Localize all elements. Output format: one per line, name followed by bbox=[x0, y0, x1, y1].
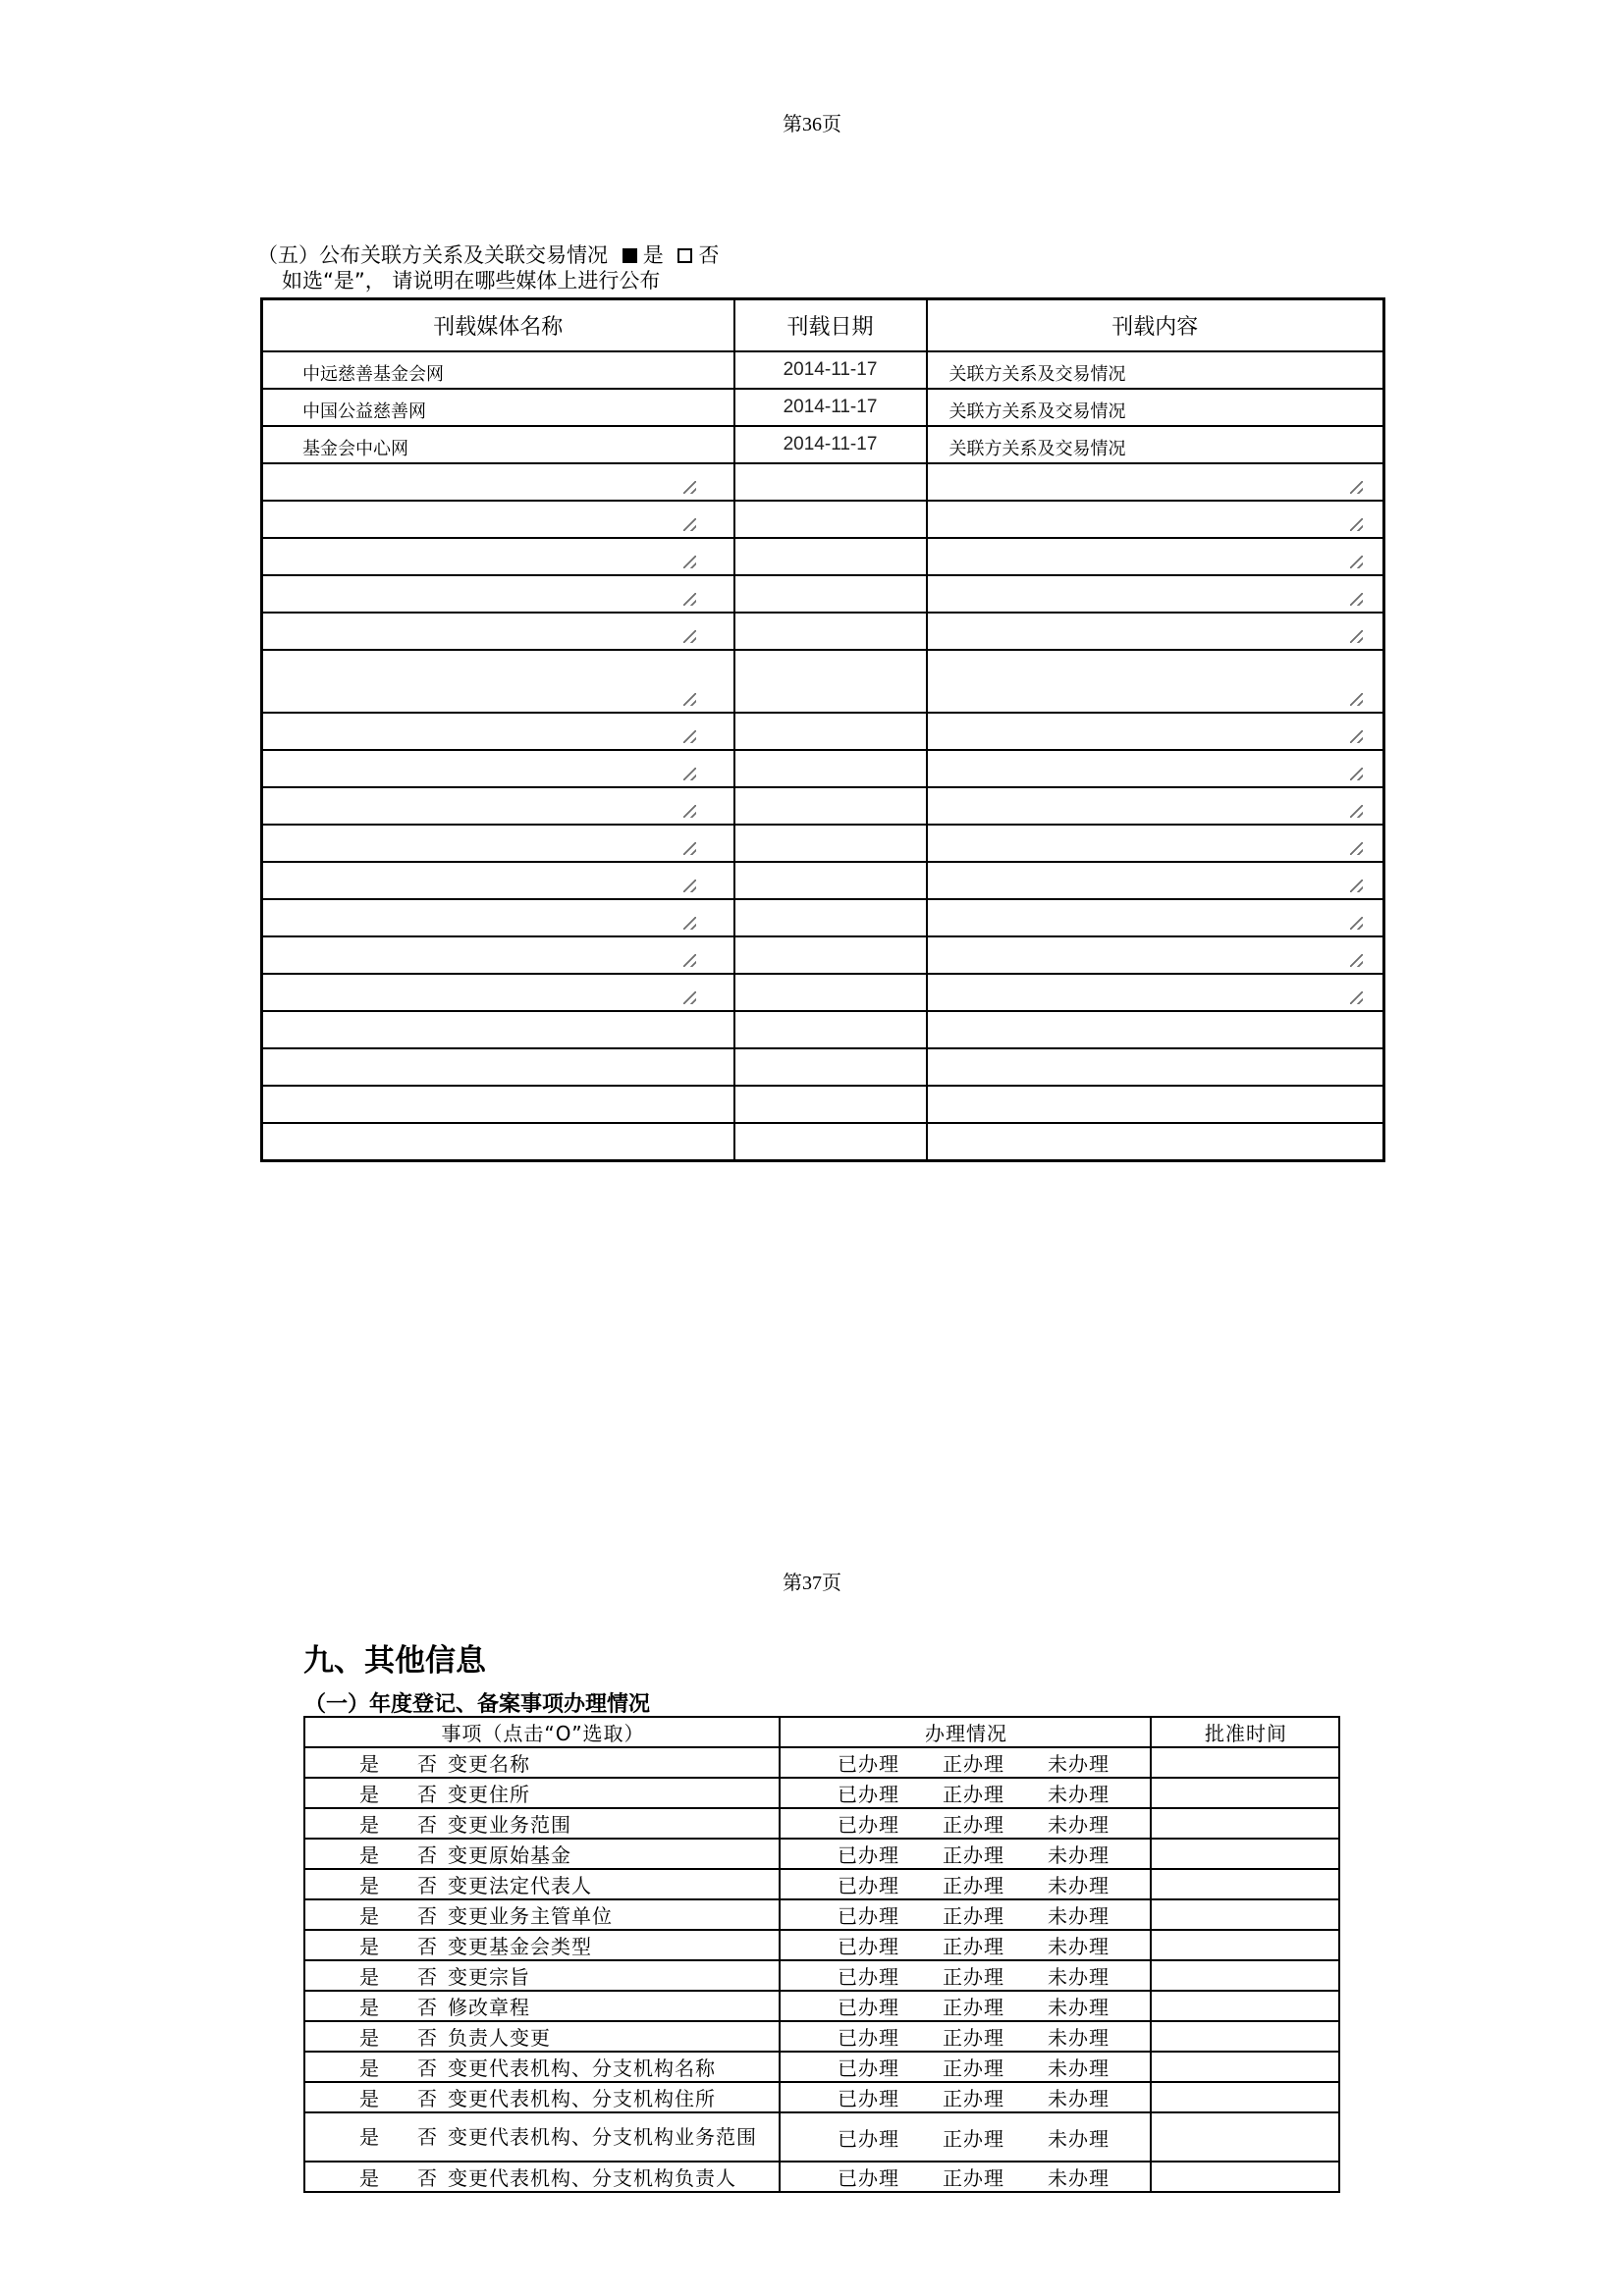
option-no[interactable]: 否 bbox=[417, 1965, 438, 1989]
option-yes[interactable]: 是 bbox=[359, 2087, 380, 2110]
date-field[interactable] bbox=[734, 1086, 927, 1123]
resize-handle-icon[interactable] bbox=[1350, 880, 1363, 892]
status-done[interactable]: 已办理 bbox=[838, 1752, 899, 1776]
date-field[interactable] bbox=[734, 899, 927, 936]
status-done[interactable]: 已办理 bbox=[838, 2087, 899, 2110]
status-not-done[interactable]: 未办理 bbox=[1048, 1874, 1110, 1897]
status-not-done[interactable]: 未办理 bbox=[1048, 1996, 1110, 2019]
status-not-done[interactable]: 未办理 bbox=[1048, 1965, 1110, 1989]
item-label: 修改章程 bbox=[448, 1996, 530, 2019]
list-item bbox=[304, 2021, 1339, 2052]
status-not-done[interactable]: 未办理 bbox=[1048, 2166, 1110, 2190]
date-field[interactable] bbox=[734, 463, 927, 501]
list-item bbox=[304, 1778, 1339, 1808]
date-field[interactable] bbox=[734, 538, 927, 575]
content-field[interactable] bbox=[927, 899, 1384, 936]
status-done[interactable]: 已办理 bbox=[838, 1904, 899, 1928]
list-item bbox=[304, 2082, 1339, 2112]
list-item bbox=[304, 1960, 1339, 1991]
option-yes[interactable]: 是 bbox=[359, 1935, 380, 1958]
option-yes[interactable]: 是 bbox=[359, 1843, 380, 1867]
resize-handle-icon[interactable] bbox=[1350, 481, 1363, 494]
resize-handle-icon[interactable] bbox=[1350, 556, 1363, 568]
resize-handle-icon[interactable] bbox=[683, 630, 696, 643]
option-no[interactable]: 否 bbox=[417, 1783, 438, 1806]
resize-handle-icon[interactable] bbox=[1350, 593, 1363, 606]
section-5-instruction: 如选“是”， 请说明在哪些媒体上进行公布 bbox=[282, 269, 661, 293]
header-media-name: 刊载媒体名称 bbox=[262, 299, 734, 352]
media-name-field[interactable] bbox=[262, 1011, 734, 1048]
resize-handle-icon[interactable] bbox=[1350, 630, 1363, 643]
item-label: 变更名称 bbox=[448, 1752, 530, 1776]
status-cell bbox=[780, 1960, 1151, 1991]
resize-handle-icon[interactable] bbox=[683, 917, 696, 930]
media-name-field[interactable] bbox=[262, 575, 734, 613]
status-not-done[interactable]: 未办理 bbox=[1048, 1783, 1110, 1806]
status-not-done[interactable]: 未办理 bbox=[1048, 2087, 1110, 2110]
status-cell bbox=[780, 1778, 1151, 1808]
status-done[interactable]: 已办理 bbox=[838, 1813, 899, 1837]
status-cell bbox=[780, 1930, 1151, 1960]
status-in-progress[interactable]: 正办理 bbox=[943, 2087, 1004, 2110]
table-row bbox=[262, 936, 1384, 974]
item-label: 变更宗旨 bbox=[448, 1965, 530, 1989]
section-9-title: 九、其他信息 bbox=[303, 1643, 486, 1679]
table-row bbox=[262, 899, 1384, 936]
status-cell bbox=[780, 1747, 1151, 1778]
resize-handle-icon[interactable] bbox=[1350, 518, 1363, 531]
item-cell bbox=[304, 2112, 780, 2162]
option-group bbox=[307, 2125, 757, 2149]
status-cell bbox=[780, 2021, 1151, 2052]
status-in-progress[interactable]: 正办理 bbox=[943, 1996, 1004, 2019]
media-name-field[interactable] bbox=[262, 1086, 734, 1123]
list-item bbox=[304, 1747, 1339, 1778]
status-done[interactable]: 已办理 bbox=[838, 2126, 899, 2151]
option-no[interactable]: 否 bbox=[417, 1874, 438, 1897]
list-item bbox=[304, 1839, 1339, 1869]
table-row bbox=[262, 575, 1384, 613]
approval-time-field[interactable] bbox=[1151, 1899, 1339, 1930]
item-cell bbox=[304, 2021, 780, 2052]
media-name-field[interactable] bbox=[262, 974, 734, 1011]
status-not-done[interactable]: 未办理 bbox=[1048, 1935, 1110, 1958]
approval-time-field[interactable] bbox=[1151, 1930, 1339, 1960]
no-label: 否 bbox=[698, 243, 720, 267]
option-yes[interactable]: 是 bbox=[359, 1783, 380, 1806]
approval-time-field[interactable] bbox=[1151, 2162, 1339, 2192]
approval-time-field[interactable] bbox=[1151, 1778, 1339, 1808]
status-in-progress[interactable]: 正办理 bbox=[943, 1904, 1004, 1928]
status-cell bbox=[780, 2112, 1151, 2162]
date-field[interactable]: 2014-11-17 bbox=[734, 426, 927, 463]
resize-handle-icon[interactable] bbox=[1350, 842, 1363, 855]
media-name-field[interactable] bbox=[262, 713, 734, 750]
option-yes[interactable]: 是 bbox=[359, 1996, 380, 2019]
item-label: 负责人变更 bbox=[448, 2026, 551, 2050]
date-field[interactable] bbox=[734, 825, 927, 862]
resize-handle-icon[interactable] bbox=[1350, 954, 1363, 967]
status-cell bbox=[780, 1839, 1151, 1869]
content-field[interactable]: 关联方关系及交易情况 bbox=[927, 351, 1384, 389]
status-in-progress[interactable]: 正办理 bbox=[943, 1752, 1004, 1776]
status-not-done[interactable]: 未办理 bbox=[1048, 2126, 1110, 2151]
registration-items-table bbox=[303, 1716, 1340, 2193]
media-name-field[interactable]: 中国公益慈善网 bbox=[262, 389, 734, 426]
table-row bbox=[262, 613, 1384, 650]
status-in-progress[interactable]: 正办理 bbox=[943, 2056, 1004, 2080]
item-label: 变更原始基金 bbox=[448, 1843, 571, 1867]
media-name-field[interactable] bbox=[262, 1123, 734, 1160]
resize-handle-icon[interactable] bbox=[683, 880, 696, 892]
content-field[interactable] bbox=[927, 825, 1384, 862]
content-field[interactable] bbox=[927, 713, 1384, 750]
status-cell bbox=[780, 1991, 1151, 2021]
date-field[interactable] bbox=[734, 650, 927, 713]
status-in-progress[interactable]: 正办理 bbox=[943, 1813, 1004, 1837]
status-done[interactable]: 已办理 bbox=[838, 2026, 899, 2050]
media-disclosure-table bbox=[260, 297, 1385, 1162]
header-status: 办理情况 bbox=[780, 1717, 1151, 1747]
approval-time-field[interactable] bbox=[1151, 1747, 1339, 1778]
option-no[interactable]: 否 bbox=[417, 2026, 438, 2050]
media-name-field[interactable] bbox=[262, 613, 734, 650]
date-field[interactable] bbox=[734, 1011, 927, 1048]
item-cell bbox=[304, 2162, 780, 2192]
media-name-field[interactable] bbox=[262, 787, 734, 825]
content-field[interactable] bbox=[927, 750, 1384, 787]
approval-time-field[interactable] bbox=[1151, 2052, 1339, 2082]
option-yes[interactable]: 是 bbox=[359, 2026, 380, 2050]
status-not-done[interactable]: 未办理 bbox=[1048, 1904, 1110, 1928]
status-not-done[interactable]: 未办理 bbox=[1048, 1813, 1110, 1837]
resize-handle-icon[interactable] bbox=[683, 518, 696, 531]
status-cell bbox=[780, 2162, 1151, 2192]
status-cell bbox=[780, 2082, 1151, 2112]
status-cell bbox=[780, 1808, 1151, 1839]
status-done[interactable]: 已办理 bbox=[838, 1935, 899, 1958]
date-field[interactable] bbox=[734, 713, 927, 750]
option-no[interactable]: 否 bbox=[417, 1996, 438, 2019]
content-field[interactable] bbox=[927, 1123, 1384, 1160]
item-cell bbox=[304, 1899, 780, 1930]
item-label: 变更代表机构、分支机构负责人 bbox=[448, 2166, 736, 2190]
table-header-row bbox=[304, 1717, 1339, 1747]
status-done[interactable]: 已办理 bbox=[838, 1874, 899, 1897]
status-done[interactable]: 已办理 bbox=[838, 1996, 899, 2019]
resize-handle-icon[interactable] bbox=[1350, 730, 1363, 743]
date-field[interactable] bbox=[734, 787, 927, 825]
content-field[interactable]: 关联方关系及交易情况 bbox=[927, 426, 1384, 463]
resize-handle-icon[interactable] bbox=[683, 693, 696, 706]
item-cell bbox=[304, 1747, 780, 1778]
media-name-field[interactable]: 基金会中心网 bbox=[262, 426, 734, 463]
resize-handle-icon[interactable] bbox=[683, 593, 696, 606]
table-row bbox=[262, 1048, 1384, 1086]
media-name-field[interactable]: 中远慈善基金会网 bbox=[262, 351, 734, 389]
date-field[interactable]: 2014-11-17 bbox=[734, 389, 927, 426]
content-field[interactable] bbox=[927, 538, 1384, 575]
item-cell bbox=[304, 1930, 780, 1960]
approval-time-field[interactable] bbox=[1151, 2082, 1339, 2112]
resize-handle-icon[interactable] bbox=[683, 842, 696, 855]
date-field[interactable]: 2014-11-17 bbox=[734, 351, 927, 389]
option-no[interactable]: 否 bbox=[417, 1752, 438, 1776]
date-field[interactable] bbox=[734, 1123, 927, 1160]
media-name-field[interactable] bbox=[262, 463, 734, 501]
status-done[interactable]: 已办理 bbox=[838, 1965, 899, 1989]
option-yes[interactable]: 是 bbox=[359, 1813, 380, 1837]
item-label: 变更代表机构、分支机构业务范围 bbox=[448, 2125, 757, 2149]
resize-handle-icon[interactable] bbox=[683, 991, 696, 1004]
media-name-field[interactable] bbox=[262, 650, 734, 713]
registration-table-body bbox=[304, 1747, 1339, 2192]
list-item bbox=[304, 1930, 1339, 1960]
media-name-field[interactable] bbox=[262, 825, 734, 862]
resize-handle-icon[interactable] bbox=[1350, 991, 1363, 1004]
status-in-progress[interactable]: 正办理 bbox=[943, 1965, 1004, 1989]
content-field[interactable] bbox=[927, 575, 1384, 613]
approval-time-field[interactable] bbox=[1151, 2021, 1339, 2052]
content-field[interactable] bbox=[927, 936, 1384, 974]
content-field[interactable] bbox=[927, 650, 1384, 713]
media-name-field[interactable] bbox=[262, 862, 734, 899]
media-name-field[interactable] bbox=[262, 750, 734, 787]
content-field[interactable] bbox=[927, 613, 1384, 650]
section-5-title bbox=[257, 242, 719, 268]
resize-handle-icon[interactable] bbox=[1350, 805, 1363, 818]
status-cell bbox=[780, 2052, 1151, 2082]
header-approval-time: 批准时间 bbox=[1151, 1717, 1339, 1747]
content-field[interactable] bbox=[927, 501, 1384, 538]
header-item: 事项（点击“O”选取） bbox=[304, 1717, 780, 1747]
status-done[interactable]: 已办理 bbox=[838, 1783, 899, 1806]
media-name-field[interactable] bbox=[262, 1048, 734, 1086]
status-in-progress[interactable]: 正办理 bbox=[943, 1783, 1004, 1806]
content-field[interactable] bbox=[927, 862, 1384, 899]
date-field[interactable] bbox=[734, 501, 927, 538]
resize-handle-icon[interactable] bbox=[1350, 917, 1363, 930]
table-row bbox=[262, 862, 1384, 899]
media-name-field[interactable] bbox=[262, 899, 734, 936]
date-field[interactable] bbox=[734, 936, 927, 974]
yes-checkbox[interactable] bbox=[623, 248, 637, 263]
option-yes[interactable]: 是 bbox=[359, 1965, 380, 1989]
table-row bbox=[262, 538, 1384, 575]
table-row bbox=[262, 463, 1384, 501]
list-item bbox=[304, 1869, 1339, 1899]
status-in-progress[interactable]: 正办理 bbox=[943, 1843, 1004, 1867]
approval-time-field[interactable] bbox=[1151, 1808, 1339, 1839]
resize-handle-icon[interactable] bbox=[683, 730, 696, 743]
item-cell bbox=[304, 1808, 780, 1839]
date-field[interactable] bbox=[734, 862, 927, 899]
approval-time-field[interactable] bbox=[1151, 2112, 1339, 2162]
option-yes[interactable]: 是 bbox=[359, 2056, 380, 2080]
status-not-done[interactable]: 未办理 bbox=[1048, 2056, 1110, 2080]
option-no[interactable]: 否 bbox=[417, 2166, 438, 2190]
resize-handle-icon[interactable] bbox=[683, 481, 696, 494]
approval-time-field[interactable] bbox=[1151, 1839, 1339, 1869]
page-number-37: 第37页 bbox=[783, 1573, 841, 1594]
table-row bbox=[262, 1123, 1384, 1160]
item-label: 变更法定代表人 bbox=[448, 1874, 592, 1897]
page-number-36: 第36页 bbox=[783, 114, 841, 135]
status-cell bbox=[780, 1869, 1151, 1899]
date-field[interactable] bbox=[734, 575, 927, 613]
content-field[interactable] bbox=[927, 787, 1384, 825]
approval-time-field[interactable] bbox=[1151, 1869, 1339, 1899]
item-label: 变更业务范围 bbox=[448, 1813, 571, 1837]
status-in-progress[interactable]: 正办理 bbox=[943, 2166, 1004, 2190]
list-item bbox=[304, 2162, 1339, 2192]
list-item bbox=[304, 2112, 1339, 2162]
item-cell bbox=[304, 1778, 780, 1808]
item-cell bbox=[304, 1869, 780, 1899]
table-row bbox=[262, 389, 1384, 426]
date-field[interactable] bbox=[734, 750, 927, 787]
item-label: 变更业务主管单位 bbox=[448, 1904, 613, 1928]
item-label: 变更基金会类型 bbox=[448, 1935, 592, 1958]
item-cell bbox=[304, 1839, 780, 1869]
item-cell bbox=[304, 2052, 780, 2082]
item-cell bbox=[304, 1960, 780, 1991]
table-row bbox=[262, 974, 1384, 1011]
no-checkbox[interactable] bbox=[677, 248, 692, 263]
table-row bbox=[262, 501, 1384, 538]
resize-handle-icon[interactable] bbox=[1350, 693, 1363, 706]
option-no[interactable]: 否 bbox=[417, 2125, 438, 2149]
section-9-1-subtitle: （一）年度登记、备案事项办理情况 bbox=[304, 1692, 651, 1717]
option-yes[interactable]: 是 bbox=[359, 2166, 380, 2190]
resize-handle-icon[interactable] bbox=[1350, 768, 1363, 780]
media-name-field[interactable] bbox=[262, 538, 734, 575]
header-content: 刊载内容 bbox=[927, 299, 1384, 352]
item-label: 变更代表机构、分支机构名称 bbox=[448, 2056, 716, 2080]
option-no[interactable]: 否 bbox=[417, 1904, 438, 1928]
status-done[interactable]: 已办理 bbox=[838, 2166, 899, 2190]
table-row bbox=[262, 787, 1384, 825]
status-in-progress[interactable]: 正办理 bbox=[943, 1935, 1004, 1958]
resize-handle-icon[interactable] bbox=[683, 805, 696, 818]
content-field[interactable] bbox=[927, 1086, 1384, 1123]
option-yes[interactable]: 是 bbox=[359, 1874, 380, 1897]
item-label: 变更代表机构、分支机构住所 bbox=[448, 2087, 716, 2110]
table-row bbox=[262, 1011, 1384, 1048]
item-cell bbox=[304, 1991, 780, 2021]
list-item bbox=[304, 1991, 1339, 2021]
content-field[interactable] bbox=[927, 463, 1384, 501]
content-field[interactable] bbox=[927, 1048, 1384, 1086]
status-done[interactable]: 已办理 bbox=[838, 2056, 899, 2080]
status-done[interactable]: 已办理 bbox=[838, 1843, 899, 1867]
status-in-progress[interactable]: 正办理 bbox=[943, 2126, 1004, 2151]
option-yes[interactable]: 是 bbox=[359, 1904, 380, 1928]
table-row bbox=[262, 825, 1384, 862]
option-yes[interactable]: 是 bbox=[359, 1752, 380, 1776]
option-no[interactable]: 否 bbox=[417, 1935, 438, 1958]
status-not-done[interactable]: 未办理 bbox=[1048, 1843, 1110, 1867]
date-field[interactable] bbox=[734, 974, 927, 1011]
approval-time-field[interactable] bbox=[1151, 1991, 1339, 2021]
date-field[interactable] bbox=[734, 1048, 927, 1086]
header-date: 刊载日期 bbox=[734, 299, 927, 352]
option-no[interactable]: 否 bbox=[417, 1813, 438, 1837]
list-item bbox=[304, 1808, 1339, 1839]
resize-handle-icon[interactable] bbox=[683, 768, 696, 780]
date-field[interactable] bbox=[734, 613, 927, 650]
table-row bbox=[262, 750, 1384, 787]
status-in-progress[interactable]: 正办理 bbox=[943, 1874, 1004, 1897]
media-name-field[interactable] bbox=[262, 936, 734, 974]
item-cell bbox=[304, 2082, 780, 2112]
list-item bbox=[304, 1899, 1339, 1930]
resize-handle-icon[interactable] bbox=[683, 954, 696, 967]
status-cell bbox=[780, 1899, 1151, 1930]
table-row bbox=[262, 351, 1384, 389]
yes-label: 是 bbox=[642, 243, 664, 267]
media-name-field[interactable] bbox=[262, 501, 734, 538]
list-item bbox=[304, 2052, 1339, 2082]
table-row bbox=[262, 713, 1384, 750]
section-5-title-text: （五）公布关联方关系及关联交易情况 bbox=[257, 243, 608, 267]
status-not-done[interactable]: 未办理 bbox=[1048, 2026, 1110, 2050]
table-row bbox=[262, 650, 1384, 713]
option-no[interactable]: 否 bbox=[417, 2087, 438, 2110]
table-row bbox=[262, 426, 1384, 463]
content-field[interactable]: 关联方关系及交易情况 bbox=[927, 389, 1384, 426]
status-not-done[interactable]: 未办理 bbox=[1048, 1752, 1110, 1776]
item-label: 变更住所 bbox=[448, 1783, 530, 1806]
table-row bbox=[262, 1086, 1384, 1123]
option-no[interactable]: 否 bbox=[417, 1843, 438, 1867]
content-field[interactable] bbox=[927, 1011, 1384, 1048]
resize-handle-icon[interactable] bbox=[683, 556, 696, 568]
content-field[interactable] bbox=[927, 974, 1384, 1011]
media-table-body bbox=[262, 351, 1384, 1160]
status-in-progress[interactable]: 正办理 bbox=[943, 2026, 1004, 2050]
option-no[interactable]: 否 bbox=[417, 2056, 438, 2080]
table-header-row bbox=[262, 299, 1384, 352]
approval-time-field[interactable] bbox=[1151, 1960, 1339, 1991]
option-yes[interactable]: 是 bbox=[359, 2125, 380, 2149]
